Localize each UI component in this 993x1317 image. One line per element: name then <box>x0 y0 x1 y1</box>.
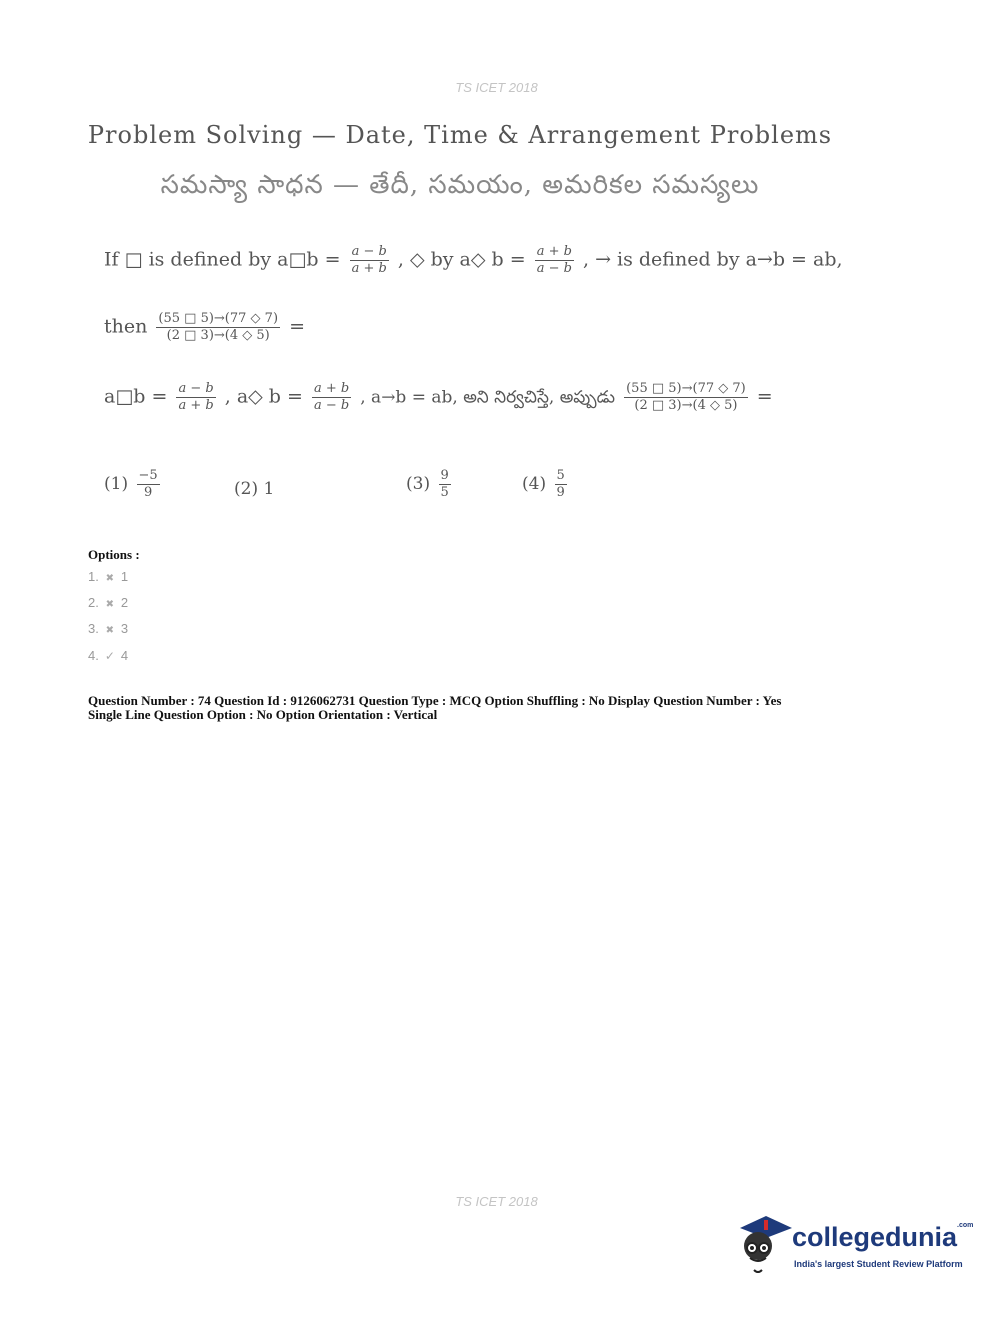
question-text: If □ is defined by a□b = <box>104 248 341 271</box>
logo-wordmark: collegedunia <box>792 1222 958 1252</box>
page-title-telugu: సమస్యా సాధన — తేదీ, సమయం, అమరికల సమస్యలు <box>160 170 760 200</box>
option-value: 2 <box>120 595 129 610</box>
check-icon: ✓ <box>104 649 115 663</box>
question-line-3 <box>104 381 773 414</box>
option-row-1 <box>88 569 128 584</box>
page-title-english: Problem Solving — Date, Time & Arrangement Problems <box>87 121 833 149</box>
question-line-2 <box>104 311 305 344</box>
choice-4 <box>522 468 570 501</box>
question-meta-line-1: Question Number : 74 Question Id : 9126062731 Question Type : MCQ Option Shuffling : No Display Question Number : Yes <box>88 693 782 708</box>
fraction-numerator: a − b <box>351 244 387 259</box>
fraction-denominator: 9 <box>143 485 153 500</box>
fraction-box-def <box>350 244 389 277</box>
question-text: = <box>756 385 773 408</box>
option-row-3 <box>88 621 128 636</box>
choice-fraction <box>555 468 567 501</box>
question-text: , a→b = ab, అని నిర్వచిస్తే, అప్పుడు <box>360 387 616 408</box>
fraction-denominator: (2 □ 3)→(4 ◇ 5) <box>634 398 738 413</box>
option-number: 1. <box>88 569 99 584</box>
question-text: , → is defined by a→b = ab, <box>582 248 843 271</box>
fraction-numerator: (55 □ 5)→(77 ◇ 7) <box>626 381 746 396</box>
choice-label: (1) <box>104 474 129 494</box>
fraction-denominator: 9 <box>556 485 565 500</box>
fraction-denominator: a + b <box>178 398 214 413</box>
option-row-2 <box>88 595 128 610</box>
question-text: , a◇ b = <box>224 385 303 408</box>
logo-tagline: India's largest Student Review Platform <box>794 1259 963 1269</box>
cross-icon: ✖ <box>105 599 115 610</box>
fraction-numerator: 5 <box>556 468 565 483</box>
option-row-4 <box>88 648 128 663</box>
question-text: , ◇ by a◇ b = <box>397 248 526 271</box>
fraction-numerator: a + b <box>313 381 350 396</box>
fraction-expression <box>156 311 280 344</box>
option-value: 3 <box>120 621 129 636</box>
fraction-box-def <box>176 381 215 414</box>
fraction-numerator: a − b <box>178 381 214 396</box>
choice-1 <box>104 468 163 501</box>
fraction-denominator: 5 <box>440 485 449 500</box>
fraction-denominator: a − b <box>313 398 350 413</box>
option-number: 2. <box>88 595 99 610</box>
fraction-denominator: a − b <box>536 261 572 276</box>
question-text: = <box>289 315 305 338</box>
fraction-diamond-def <box>312 381 351 414</box>
choice-fraction <box>439 468 451 501</box>
mascot-icon <box>734 1212 794 1278</box>
logo-suffix: .com <box>957 1222 974 1229</box>
fraction-numerator: (55 □ 5)→(77 ◇ 7) <box>158 311 279 326</box>
fraction-expression <box>624 381 748 414</box>
cross-icon: ✖ <box>105 625 115 636</box>
collegedunia-logo <box>734 1212 974 1282</box>
question-text: then <box>104 315 148 338</box>
choice-fraction <box>137 468 160 501</box>
choice-value: 1 <box>263 479 275 499</box>
watermark-top: TS ICET 2018 <box>455 80 538 95</box>
question-line-1 <box>104 244 843 277</box>
cross-icon: ✖ <box>105 573 115 584</box>
fraction-denominator: a + b <box>351 261 387 276</box>
option-value: 1 <box>120 569 129 584</box>
choice-label: (2) <box>234 479 259 499</box>
choice-3 <box>406 468 454 501</box>
fraction-numerator: −5 <box>138 468 158 483</box>
fraction-diamond-def <box>535 244 574 277</box>
watermark-bottom: TS ICET 2018 <box>455 1194 538 1209</box>
fraction-numerator: a + b <box>536 244 572 259</box>
choice-label: (3) <box>406 474 431 494</box>
question-meta-line-2: Single Line Question Option : No Option Orientation : Vertical <box>88 707 438 722</box>
fraction-denominator: (2 □ 3)→(4 ◇ 5) <box>166 328 270 343</box>
options-label: Options : <box>88 547 140 562</box>
option-value: 4 <box>120 648 129 663</box>
question-text: a□b = <box>104 385 168 408</box>
choice-label: (4) <box>522 474 547 494</box>
choice-2 <box>234 479 274 499</box>
option-number: 3. <box>88 621 99 636</box>
option-number: 4. <box>88 648 99 663</box>
fraction-numerator: 9 <box>440 468 449 483</box>
